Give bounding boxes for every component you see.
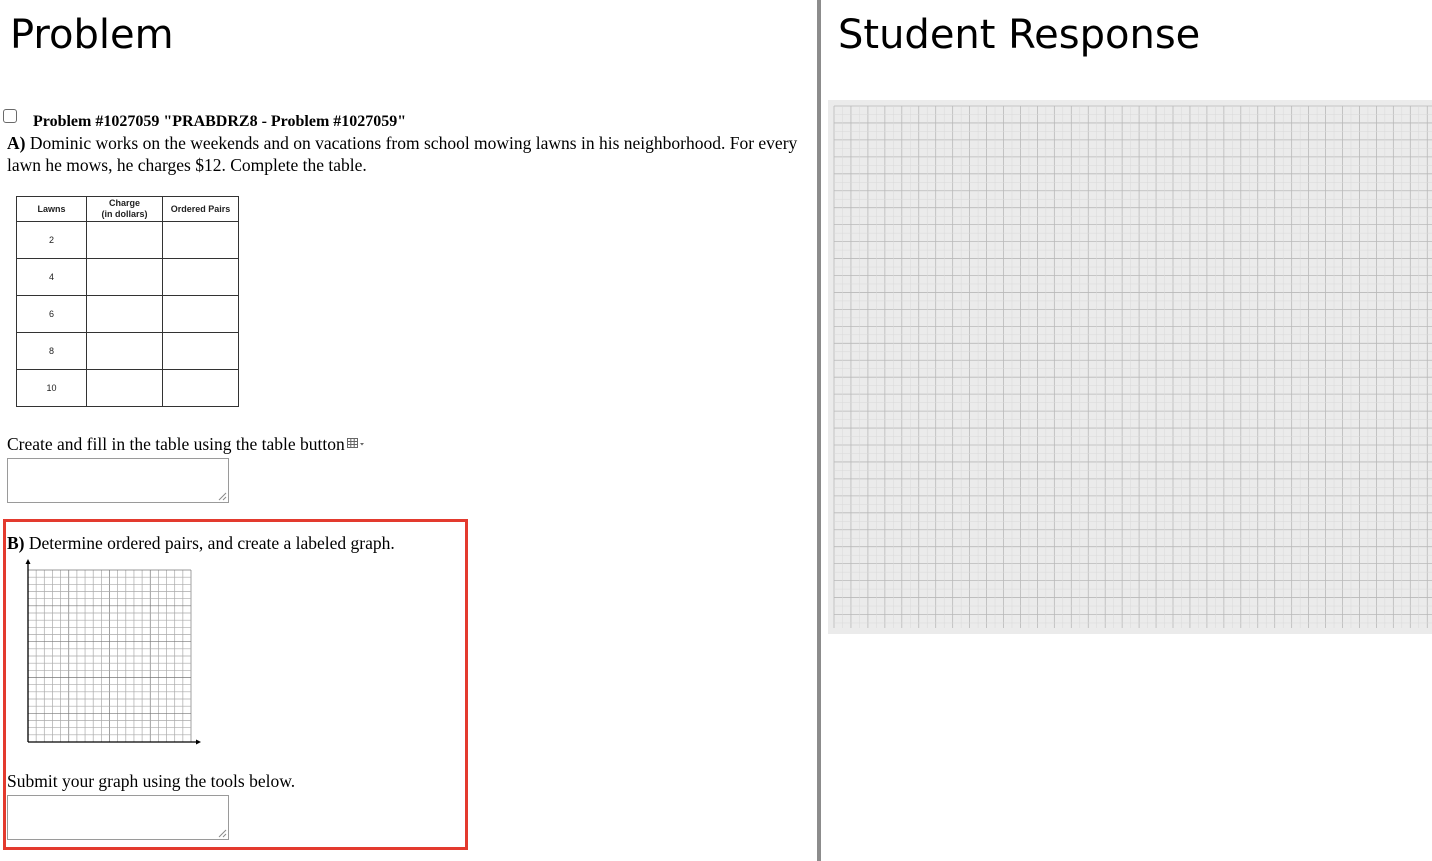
- charge-cell: [87, 333, 163, 370]
- table-row: [17, 296, 239, 333]
- problem-panel-title: Problem: [10, 12, 174, 58]
- table-row: [17, 370, 239, 407]
- part-b-prompt: [7, 532, 395, 554]
- charge-cell: [87, 259, 163, 296]
- resize-handle-icon[interactable]: [218, 829, 227, 838]
- problem-select-checkbox[interactable]: [3, 109, 17, 123]
- answer-box-part-a[interactable]: [7, 458, 229, 503]
- part-a-prompt: [7, 132, 807, 176]
- student-response-grid: [828, 100, 1432, 634]
- table-header-ordered-pairs: Ordered Pairs: [163, 197, 239, 222]
- table-header-charge: Charge (in dollars): [87, 197, 163, 222]
- panel-divider[interactable]: [817, 0, 821, 861]
- ordered-pair-cell: [163, 222, 239, 259]
- table-row: [17, 222, 239, 259]
- instruction-table: [7, 433, 367, 455]
- student-response-area: [828, 100, 1432, 634]
- lawns-cell: 10: [17, 370, 87, 407]
- blank-coordinate-grid: [20, 558, 204, 752]
- y-axis-arrow: [26, 559, 31, 564]
- resize-handle-icon[interactable]: [218, 492, 227, 501]
- ordered-pair-cell: [163, 370, 239, 407]
- x-axis-arrow: [196, 740, 201, 745]
- table-header-lawns: Lawns: [17, 197, 87, 222]
- part-b-label: B): [7, 533, 25, 553]
- lawns-cell: 6: [17, 296, 87, 333]
- charge-cell: [87, 296, 163, 333]
- lawns-cell: 2: [17, 222, 87, 259]
- instruction-table-text: Create and fill in the table using the table button: [7, 434, 345, 454]
- charge-cell: [87, 222, 163, 259]
- table-button-icon[interactable]: [347, 435, 367, 449]
- charge-cell: [87, 370, 163, 407]
- table-row: [17, 333, 239, 370]
- answer-box-part-b[interactable]: [7, 795, 229, 840]
- part-b-text: Determine ordered pairs, and create a labeled graph.: [24, 533, 395, 553]
- submit-instruction: Submit your graph using the tools below.: [7, 771, 296, 791]
- lawns-cell: 8: [17, 333, 87, 370]
- problem-heading: Problem #1027059 "PRABDRZ8 - Problem #1027059": [33, 113, 407, 130]
- student-response-title: Student Response: [838, 12, 1201, 58]
- part-a-text: Dominic works on the weekends and on vacations from school mowing lawns in his neighborhood. For every lawn he mows, he charges $12. Complete the table.: [7, 133, 798, 175]
- ordered-pair-cell: [163, 296, 239, 333]
- lawn-charge-table: [16, 196, 239, 407]
- lawns-cell: 4: [17, 259, 87, 296]
- table-row: [17, 259, 239, 296]
- ordered-pair-cell: [163, 259, 239, 296]
- ordered-pair-cell: [163, 333, 239, 370]
- part-a-label: A): [7, 133, 26, 153]
